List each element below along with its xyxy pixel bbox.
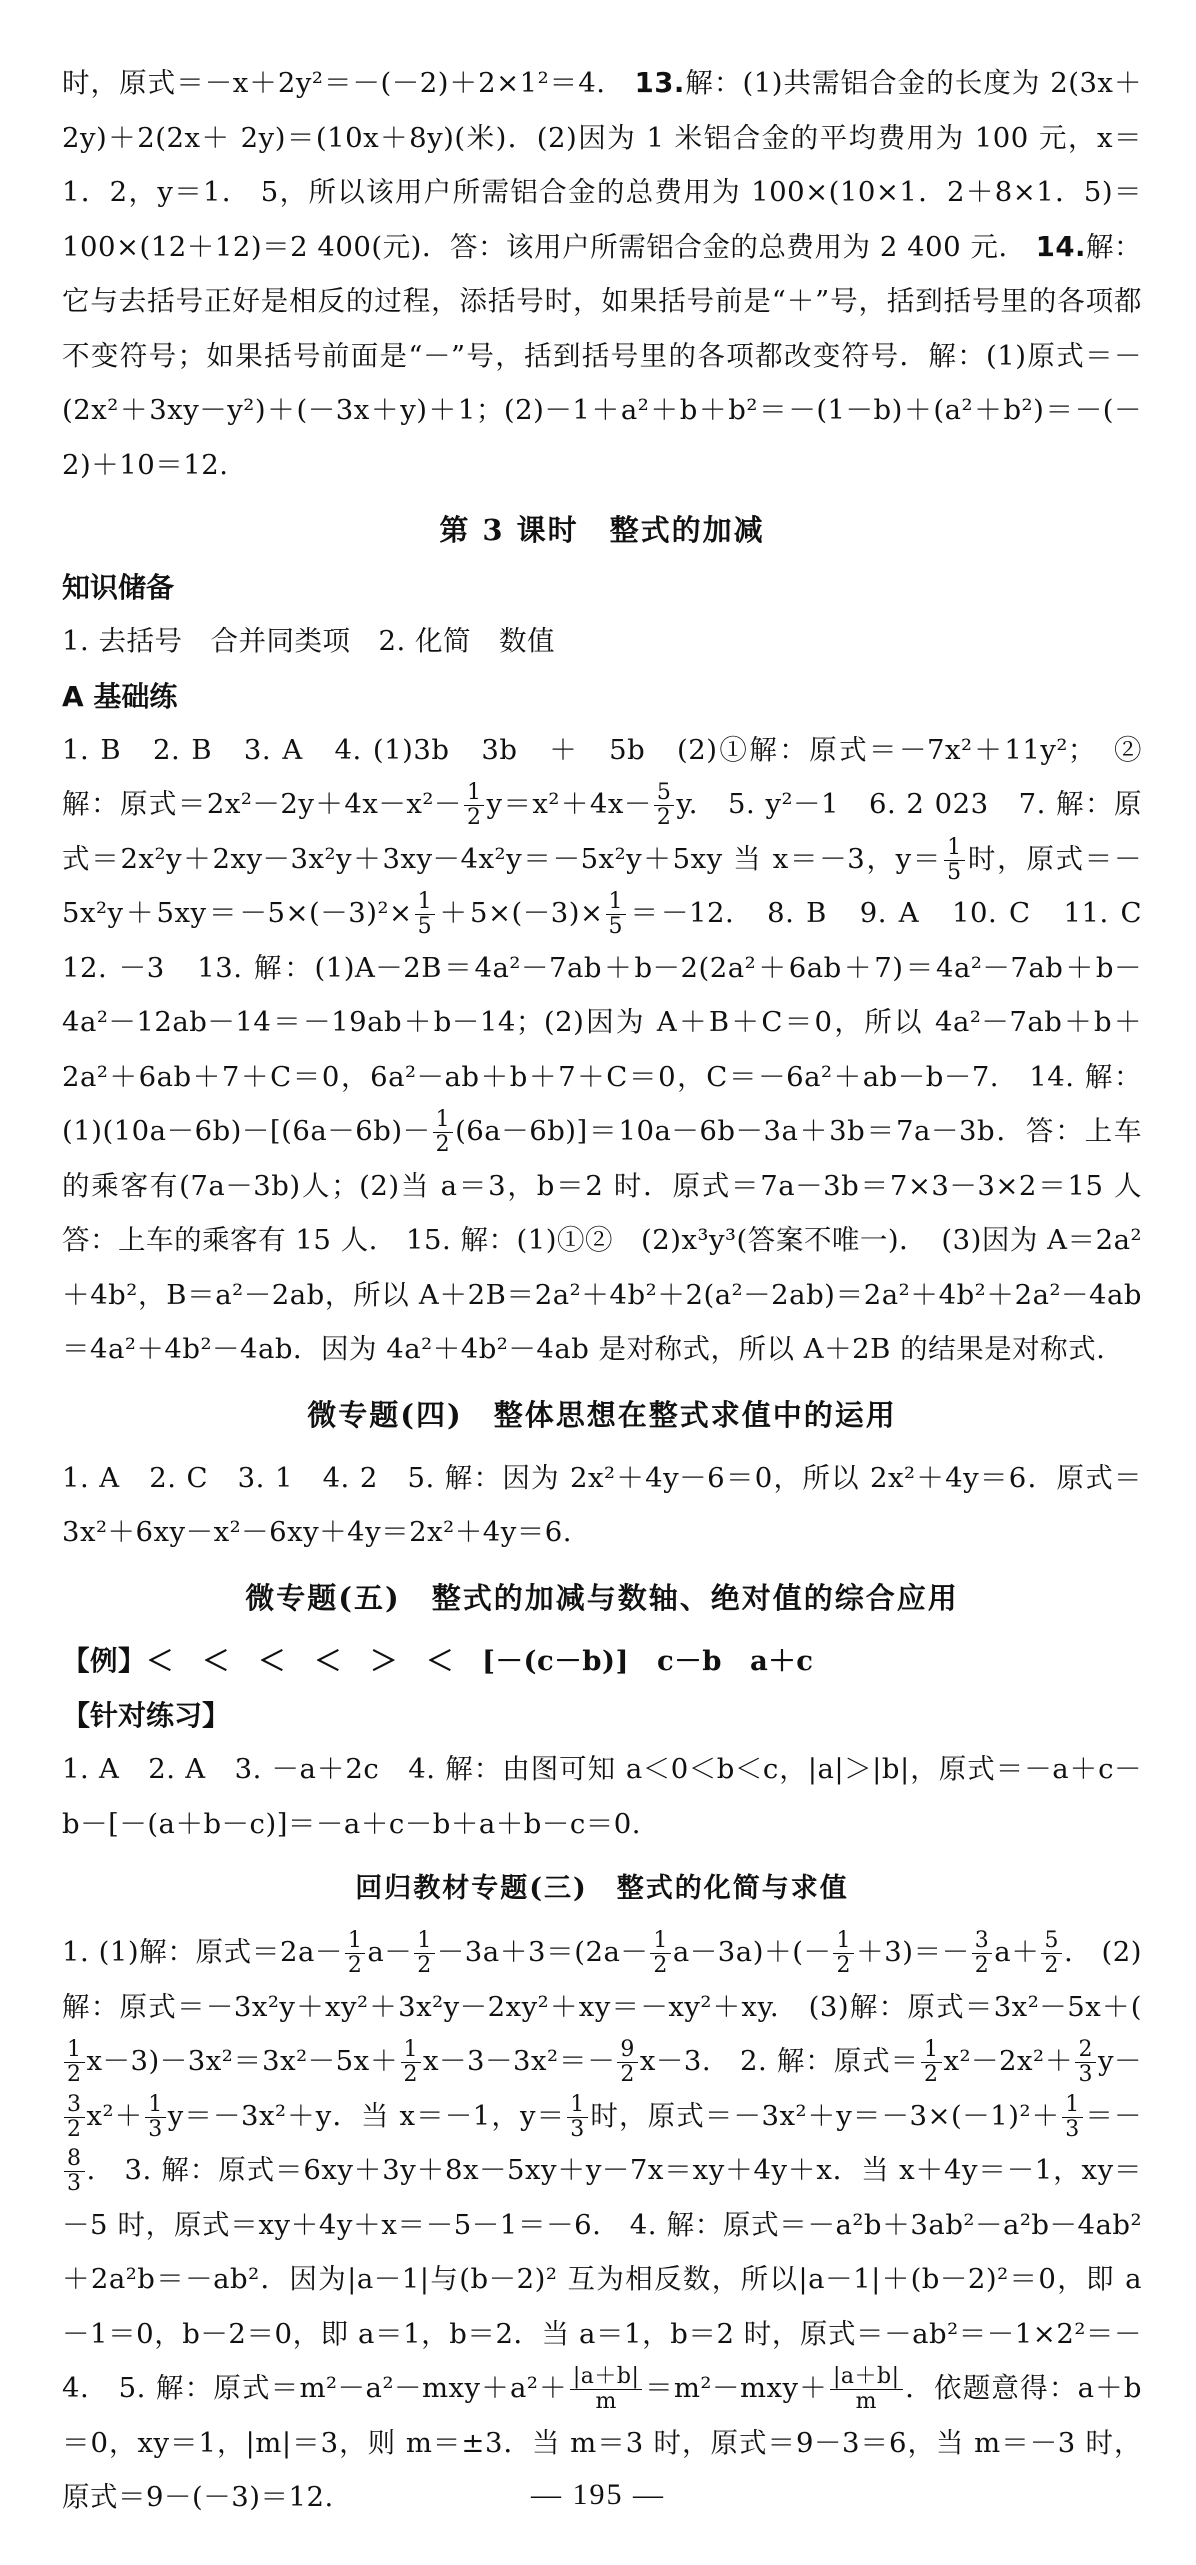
denominator: 2	[924, 2062, 939, 2087]
fraction	[1041, 1929, 1062, 1978]
text-run: x²－2x²＋	[943, 2045, 1074, 2077]
numerator: 1	[415, 890, 436, 915]
denominator: 2	[974, 1953, 990, 1978]
denominator: 5	[417, 914, 433, 939]
text-run: 时，原式＝－5x²y＋5xy＝－5×(－3)²×	[62, 842, 1142, 929]
denominator: 2	[347, 1953, 363, 1978]
denominator: m	[855, 2389, 877, 2414]
fraction	[64, 2038, 85, 2087]
denominator: 5	[947, 859, 962, 885]
text-run: x²＋	[86, 2099, 144, 2132]
fraction	[830, 2365, 903, 2414]
numerator: 1	[145, 2093, 166, 2118]
denominator: m	[595, 2389, 617, 2414]
answer-14: 解：它与去括号正好是相反的过程，添括号时，如果括号前是“＋”号，括到括号里的各项都不变符号；如果括号前面是“－”号，括到括号里的各项都改变符号．解：(1)原式＝－(2x²＋3xy－y²)＋(－3x＋y)＋1；(2)－1＋a²＋b＋b²＝－(1－b)＋(a²＋b²)＝－(－2)＋10＝12.	[62, 230, 1143, 481]
numerator: 1	[833, 1929, 854, 1954]
page-number: — 195 —	[531, 2478, 665, 2511]
text-run: y－	[1097, 2045, 1142, 2077]
denominator: 5	[608, 914, 624, 939]
topic-5-example: 【例】＜ ＜ ＜ ＜ ＞ ＜ [－(c－b)] c－b a＋c	[62, 1644, 814, 1677]
knowledge-heading: 知识储备	[62, 571, 175, 604]
fraction	[606, 890, 627, 939]
lesson-3-title: 第 3 课时 整式的加减	[439, 513, 765, 547]
denominator: 2	[67, 2062, 82, 2087]
denominator: 2	[435, 1132, 451, 1157]
denominator: 2	[620, 2062, 635, 2087]
denominator: 3	[1078, 2062, 1093, 2087]
text-run: x－3)－3x²＝3x²－5x＋	[86, 2045, 399, 2077]
text-run: a－3a)＋(－	[672, 1936, 832, 1968]
numerator: 1	[606, 890, 627, 915]
fraction	[145, 2093, 166, 2142]
fraction	[345, 1929, 366, 1978]
denominator: 2	[403, 2062, 418, 2087]
fraction	[921, 2038, 942, 2087]
text-run: 1. (1)解：原式＝2a－	[62, 1936, 343, 1968]
fraction	[64, 2147, 85, 2196]
fraction	[650, 1929, 671, 1978]
denominator: 2	[653, 1953, 668, 1978]
text-run: ．依题意得：a＋b＝0，xy＝1，|m|＝3，则 m＝±3．当 m＝3 时，原式＝9－3＝6，当 m＝－3 时，原式＝9－(－3)＝12.	[62, 2372, 1142, 2513]
fraction	[415, 890, 436, 939]
denominator: 2	[417, 1953, 432, 1978]
topic-4-title: 微专题(四) 整体思想在整式求值中的运用	[307, 1397, 897, 1432]
text-run: x－3－3x²＝－	[423, 2045, 616, 2077]
numerator: 1	[567, 2093, 588, 2118]
fraction	[414, 1929, 435, 1978]
text-run: y. 5. y²－1 6. 2 023 7. 解：原式＝2x²y＋2xy－3x²y＋3xy－4x²y＝－5x²y＋5xy 当 x＝－3，y＝	[62, 788, 1142, 875]
text-run: . (2)解：原式＝－3x²y＋xy²＋3x²y－2xy²＋xy＝－xy²＋xy. (3)解：原式＝3x²－5x＋(	[62, 1936, 1142, 2023]
fraction	[1062, 2093, 1083, 2142]
numerator: 5	[654, 781, 675, 806]
answer-13: 解：(1)共需铝合金的长度为 2(3x＋2y)＋2(2x＋ 2y)＝(10x＋8y)(米)．(2)因为 1 米铝合金的平均费用为 100 元，x＝1．2，y＝1． 5，所以该用户所需铝合金的总费用为 100×(10×1．2＋8×1．5)＝100×(12＋12)＝2 400(元)．答：该用户所需铝合金的总费用为 2 400 元.	[62, 67, 1142, 263]
numerator: 3	[64, 2093, 85, 2118]
fraction	[972, 1929, 993, 1978]
answer-12-end: 时，原式＝－x＋2y²＝－(－2)＋2×1²＝4.	[62, 67, 606, 99]
denominator: 3	[570, 2116, 585, 2142]
numerator: |a＋b|	[570, 2365, 643, 2390]
numerator: |a＋b|	[830, 2365, 903, 2390]
fraction	[944, 836, 965, 885]
numerator: 1	[433, 1108, 454, 1133]
numerator: 1	[64, 2038, 85, 2063]
fraction	[464, 781, 485, 830]
fraction	[570, 2365, 643, 2414]
numerator: 1	[921, 2038, 942, 2063]
denominator: 2	[656, 805, 672, 830]
text-run: ＝－	[1084, 2099, 1142, 2132]
fraction	[433, 1108, 454, 1157]
numerator: 1	[1062, 2093, 1083, 2118]
answer-page	[62, 56, 1170, 2525]
numerator: 1	[345, 1929, 366, 1954]
text-run: (6a－6b)]＝10a－6b－3a＋3b＝7a－3b．答：上车的乘客有(7a－3b)人；(2)当 a＝3，b＝2 时．原式＝7a－3b＝7×3－3×2＝15 人答：上车的乘客有 15 人. 15. 解：(1)①② (2)x³y³(答案不唯一)． (3)因为 A＝2a²＋4b²，B＝a²－2ab，所以 A＋2B＝2a²＋4b²＋2(a²－2ab)＝2a²＋4b²＋2a²－4ab＝4a²＋4b²－4ab．因为 4a²＋4b²－4ab 是对称式，所以 A＋2B 的结果是对称式.	[62, 1115, 1142, 1365]
text-run: a＋	[994, 1936, 1040, 1968]
text-run: ＝－12. 8. B 9. A 10. C 11. C 12. －3 13. 解：(1)A－2B＝4a²－7ab＋b－2(2a²＋6ab＋7)＝4a²－7ab＋b－4a²－12ab－14＝－19ab＋b－14；(2)因为 A＋B＋C＝0，所以 4a²－7ab＋b＋2a²＋6ab＋7＋C＝0，6a²－ab＋b＋7＋C＝0，C＝－6a²＋ab－b－7. 14. 解：(1)(10a－6b)－[(6a－6b)－	[62, 897, 1170, 1147]
denominator: 3	[1065, 2116, 1080, 2142]
text-run: 1. B 2. B 3. A 4. (1)3b 3b ＋ 5b (2)①解：原式＝－7x²＋11y²； ②解：原式＝2x²－2y＋4x－x²－	[62, 733, 1142, 820]
fraction	[567, 2093, 588, 2142]
question-13-number: 13.	[634, 67, 685, 99]
text-run: －3a＋3＝(2a－	[436, 1936, 649, 1968]
numerator: 1	[464, 781, 485, 806]
fraction	[64, 2093, 85, 2142]
topic-5-title: 微专题(五) 整式的加减与数轴、绝对值的综合应用	[245, 1580, 959, 1615]
denominator: 2	[466, 805, 482, 830]
denominator: 3	[148, 2116, 163, 2142]
text-run: ＋5×(－3)×	[437, 897, 604, 929]
fraction	[1075, 2038, 1096, 2087]
numerator: 1	[414, 1929, 435, 1954]
numerator: 9	[617, 2038, 638, 2063]
return-topic-3-title: 回归教材专题(三) 整式的化简与求值	[355, 1873, 849, 1904]
text-run: y＝x²＋4x－	[486, 788, 652, 820]
denominator: 2	[67, 2116, 82, 2142]
numerator: 1	[944, 836, 965, 861]
fraction	[617, 2038, 638, 2087]
topic-4-answers: 1. A 2. C 3. 1 4. 2 5. 解：因为 2x²＋4y－6＝0，所以 2x²＋4y＝6．原式＝3x²＋6xy－x²－6xy＋4y＝2x²＋4y＝6.	[62, 1461, 1142, 1548]
text-run: x－3. 2. 解：原式＝	[639, 2045, 920, 2077]
topic-5-answers: 1. A 2. A 3. －a＋2c 4. 解：由图可知 a＜0＜b＜c，|a|＞|b|，原式＝－a＋c－b－[－(a＋b－c)]＝－a＋c－b＋a＋b－c＝0.	[62, 1753, 1142, 1840]
answers-continued-paragraph	[62, 56, 1142, 492]
text-run: . 3. 解：原式＝6xy＋3y＋8x－5xy＋y－7x＝xy＋4y＋x．当 x＋4y＝－1，xy＝－5 时，原式＝xy＋4y＋x＝－5－1＝－6. 4. 解：原式＝－a²b＋3ab²－a²b－4ab²＋2a²b＝－ab²．因为|a－1|与(b－2)² 互为相反数，所以|a－1|＋(b－2)²＝0，即 a－1＝0，b－2＝0，即 a＝1，b＝2．当 a＝1，b＝2 时，原式＝－ab²＝－1×2²＝－4. 5. 解：原式＝m²－a²－mxy＋a²＋	[62, 2154, 1142, 2404]
text-run: y＝－3x²＋y．当 x＝－1，y＝	[167, 2099, 566, 2132]
numerator: 8	[64, 2147, 85, 2172]
numerator: 1	[401, 2038, 422, 2063]
numerator: 3	[972, 1929, 993, 1954]
text-run: a－	[367, 1936, 413, 1968]
denominator: 2	[836, 1953, 851, 1978]
knowledge-answers: 1. 去括号 合并同类项 2. 化简 数值	[62, 625, 555, 657]
fraction	[401, 2038, 422, 2087]
return-topic-3-answers	[62, 1925, 1142, 2525]
basic-practice-answers	[62, 723, 1170, 1377]
text-run: 时，原式＝－3x²＋y＝－3×(－1)²＋	[589, 2099, 1061, 2132]
question-14-number: 14.	[1035, 230, 1086, 263]
numerator: 5	[1041, 1929, 1062, 1954]
text-run: ＝m²－mxy＋	[644, 2372, 829, 2404]
fraction	[654, 781, 675, 830]
basic-practice-heading: A 基础练	[62, 679, 178, 713]
numerator: 2	[1075, 2038, 1096, 2063]
practice-heading: 【针对练习】	[62, 1699, 231, 1732]
fraction	[833, 1929, 854, 1978]
denominator: 3	[67, 2171, 82, 2196]
numerator: 1	[650, 1929, 671, 1954]
denominator: 2	[1044, 1953, 1059, 1978]
text-run: ＋3)＝－	[855, 1936, 970, 1968]
